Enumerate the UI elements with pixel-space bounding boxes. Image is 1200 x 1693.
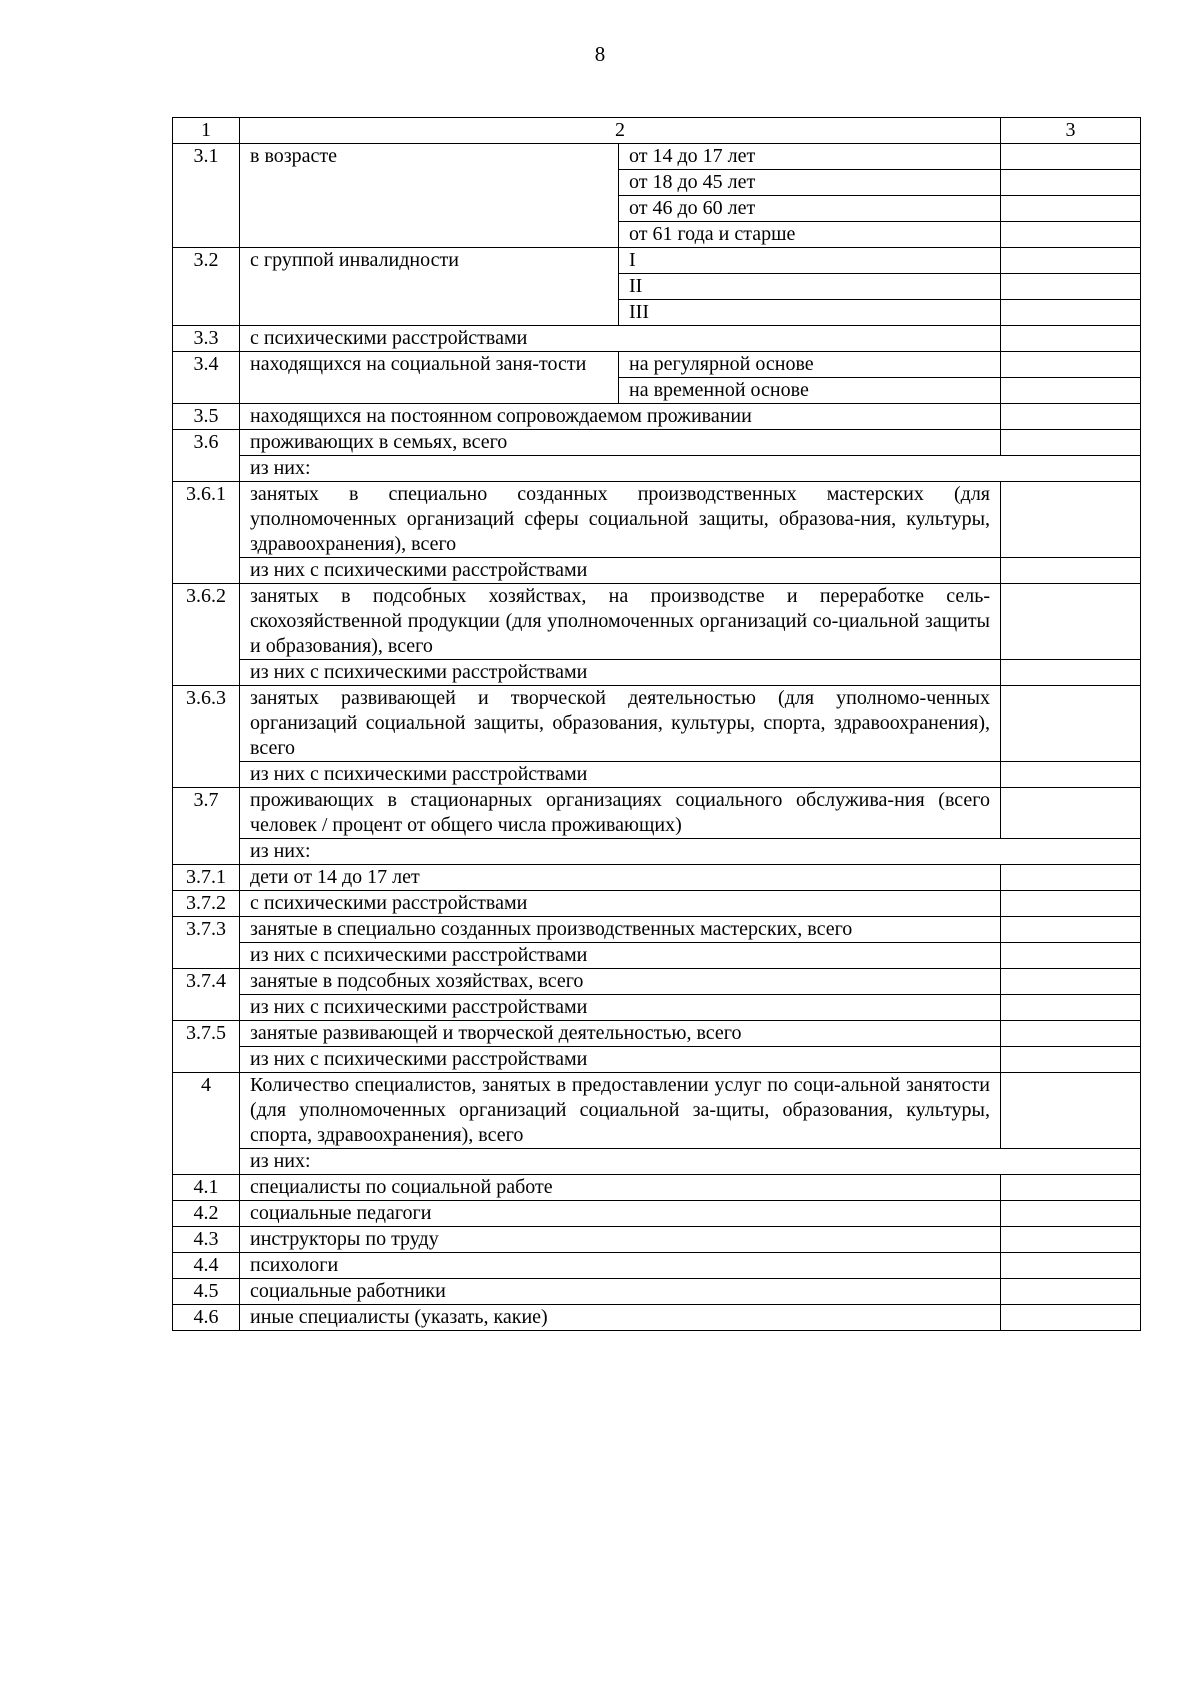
statistics-form-table	[172, 117, 1141, 1331]
row-label: занятые развивающей и творческой деятельностью, всего	[240, 1021, 1001, 1047]
row-number: 3.6	[173, 430, 240, 482]
table-row	[173, 482, 1141, 558]
value-cell[interactable]	[1001, 404, 1141, 430]
table-row	[173, 1253, 1141, 1279]
row-label: иные специалисты (указать, какие)	[240, 1305, 1001, 1331]
of-them-label: из них:	[240, 1149, 1001, 1175]
row-label: социальные работники	[240, 1279, 1001, 1305]
sub-label: I	[619, 248, 1001, 274]
row-number: 3.7.3	[173, 917, 240, 969]
value-cell[interactable]	[1001, 482, 1141, 558]
table-row	[173, 660, 1141, 686]
row-number: 3.1	[173, 144, 240, 248]
sub-label: из них с психическими расстройствами	[240, 1047, 1001, 1073]
value-cell[interactable]	[1001, 430, 1141, 456]
sub-label: из них с психическими расстройствами	[240, 558, 1001, 584]
sub-label: от 46 до 60 лет	[619, 196, 1001, 222]
row-label: психологи	[240, 1253, 1001, 1279]
value-cell[interactable]	[1001, 144, 1141, 170]
row-number: 3.6.3	[173, 686, 240, 788]
table-row	[173, 891, 1141, 917]
row-number: 4	[173, 1073, 240, 1175]
table-row	[173, 584, 1141, 660]
row-label: проживающих в семьях, всего	[240, 430, 1001, 456]
row-number: 3.6.1	[173, 482, 240, 584]
table-row	[173, 558, 1141, 584]
value-cell[interactable]	[1001, 995, 1141, 1021]
row-label: занятые в подсобных хозяйствах, всего	[240, 969, 1001, 995]
value-cell[interactable]	[1001, 274, 1141, 300]
value-cell[interactable]	[1001, 1253, 1141, 1279]
of-them-label: из них:	[240, 839, 1001, 865]
sub-label: от 61 года и старше	[619, 222, 1001, 248]
row-label: Количество специалистов, занятых в предоставлении услуг по соци-альной занятости (для уполномоченных организаций социальной за-щиты, образования, культуры, спорта, здравоохранения), всего	[240, 1073, 1001, 1149]
value-cell[interactable]	[1001, 1201, 1141, 1227]
value-cell[interactable]	[1001, 1047, 1141, 1073]
table-row	[173, 839, 1141, 865]
value-cell[interactable]	[1001, 917, 1141, 943]
row-number: 4.5	[173, 1279, 240, 1305]
row-number: 3.7	[173, 788, 240, 865]
table-row	[173, 1149, 1141, 1175]
table-row	[173, 144, 1141, 170]
blank-cell	[1001, 1149, 1141, 1175]
value-cell[interactable]	[1001, 248, 1141, 274]
row-number: 3.6.2	[173, 584, 240, 686]
row-number: 3.4	[173, 352, 240, 404]
row-number: 3.7.5	[173, 1021, 240, 1073]
value-cell[interactable]	[1001, 762, 1141, 788]
value-cell[interactable]	[1001, 1279, 1141, 1305]
value-cell[interactable]	[1001, 1073, 1141, 1149]
row-label: занятых развивающей и творческой деятельностью (для уполномо-ченных организаций социальной защиты, образования, культуры, спорта, здравоохранения), всего	[240, 686, 1001, 762]
value-cell[interactable]	[1001, 170, 1141, 196]
sub-label: из них с психическими расстройствами	[240, 995, 1001, 1021]
table-row	[173, 865, 1141, 891]
row-number: 3.7.2	[173, 891, 240, 917]
row-number: 3.7.1	[173, 865, 240, 891]
value-cell[interactable]	[1001, 352, 1141, 378]
value-cell[interactable]	[1001, 969, 1141, 995]
table-row	[173, 969, 1141, 995]
table-row	[173, 1073, 1141, 1149]
sub-label: III	[619, 300, 1001, 326]
table-row	[173, 1279, 1141, 1305]
table-row	[173, 404, 1141, 430]
table-row	[173, 1175, 1141, 1201]
table-row	[173, 762, 1141, 788]
row-number: 4.1	[173, 1175, 240, 1201]
page-number: 8	[594, 42, 606, 66]
row-label: занятых в подсобных хозяйствах, на производстве и переработке сель-скохозяйственной продукции (для уполномоченных организаций со-циальной защиты и образования), всего	[240, 584, 1001, 660]
value-cell[interactable]	[1001, 660, 1141, 686]
value-cell[interactable]	[1001, 584, 1141, 660]
value-cell[interactable]	[1001, 686, 1141, 762]
value-cell[interactable]	[1001, 196, 1141, 222]
table-row	[173, 995, 1141, 1021]
table-row	[173, 1201, 1141, 1227]
value-cell[interactable]	[1001, 222, 1141, 248]
row-number: 4.3	[173, 1227, 240, 1253]
table-header-row	[173, 118, 1141, 144]
row-number: 4.2	[173, 1201, 240, 1227]
row-label: с психическими расстройствами	[240, 326, 1001, 352]
row-number: 3.5	[173, 404, 240, 430]
row-label: специалисты по социальной работе	[240, 1175, 1001, 1201]
table-row	[173, 1021, 1141, 1047]
value-cell[interactable]	[1001, 943, 1141, 969]
blank-cell	[1001, 839, 1141, 865]
sub-label: от 14 до 17 лет	[619, 144, 1001, 170]
row-label: с группой инвалидности	[240, 248, 619, 326]
table-row	[173, 1305, 1141, 1331]
value-cell[interactable]	[1001, 891, 1141, 917]
row-label: занятые в специально созданных производственных мастерских, всего	[240, 917, 1001, 943]
table-row	[173, 456, 1141, 482]
value-cell[interactable]	[1001, 300, 1141, 326]
value-cell[interactable]	[1001, 558, 1141, 584]
value-cell[interactable]	[1001, 788, 1141, 839]
table-row	[173, 943, 1141, 969]
row-label: занятых в специально созданных производственных мастерских (для уполномоченных организаций сферы социальной защиты, образова-ния, культуры, здравоохранения), всего	[240, 482, 1001, 558]
sub-label: от 18 до 45 лет	[619, 170, 1001, 196]
of-them-label: из них:	[240, 456, 1001, 482]
sub-label: из них с психическими расстройствами	[240, 660, 1001, 686]
value-cell[interactable]	[1001, 378, 1141, 404]
row-number: 3.7.4	[173, 969, 240, 1021]
sub-label: II	[619, 274, 1001, 300]
table-row	[173, 1047, 1141, 1073]
row-label: с психическими расстройствами	[240, 891, 1001, 917]
row-label: дети от 14 до 17 лет	[240, 865, 1001, 891]
table-row	[173, 352, 1141, 378]
row-number: 4.4	[173, 1253, 240, 1279]
header-col-1: 1	[173, 118, 240, 144]
table-row	[173, 430, 1141, 456]
blank-cell	[1001, 456, 1141, 482]
table-row	[173, 248, 1141, 274]
value-cell[interactable]	[1001, 1305, 1141, 1331]
value-cell[interactable]	[1001, 1021, 1141, 1047]
value-cell[interactable]	[1001, 865, 1141, 891]
table-row	[173, 1227, 1141, 1253]
row-label: социальные педагоги	[240, 1201, 1001, 1227]
row-label: в возрасте	[240, 144, 619, 248]
sub-label: на временной основе	[619, 378, 1001, 404]
value-cell[interactable]	[1001, 326, 1141, 352]
row-label: находящихся на социальной заня-тости	[240, 352, 619, 404]
table-row	[173, 686, 1141, 762]
header-col-2: 2	[240, 118, 1001, 144]
row-number: 3.3	[173, 326, 240, 352]
table-row	[173, 917, 1141, 943]
table-row	[173, 788, 1141, 839]
header-col-3: 3	[1001, 118, 1141, 144]
value-cell[interactable]	[1001, 1227, 1141, 1253]
row-number: 3.2	[173, 248, 240, 326]
row-label: проживающих в стационарных организациях социального обслужива-ния (всего человек / процент от общего числа проживающих)	[240, 788, 1001, 839]
row-label: находящихся на постоянном сопровождаемом проживании	[240, 404, 1001, 430]
table-row	[173, 326, 1141, 352]
row-label: инструкторы по труду	[240, 1227, 1001, 1253]
sub-label: на регулярной основе	[619, 352, 1001, 378]
sub-label: из них с психическими расстройствами	[240, 762, 1001, 788]
value-cell[interactable]	[1001, 1175, 1141, 1201]
sub-label: из них с психическими расстройствами	[240, 943, 1001, 969]
row-number: 4.6	[173, 1305, 240, 1331]
